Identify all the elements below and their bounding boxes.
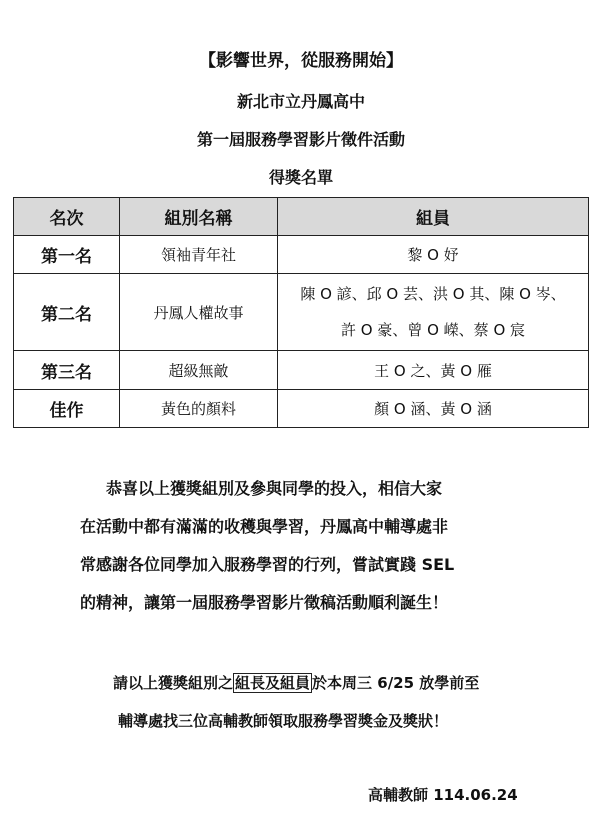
signature-date: 高輔教師 114.06.24 (368, 786, 518, 804)
team-cell: 領袖青年社 (120, 236, 278, 274)
team-cell: 超級無敵 (120, 351, 278, 390)
paragraph-line: 的精神，讓第一屆服務學習影片徵稿活動順利誕生！ (80, 593, 449, 612)
rank-cell: 第三名 (14, 351, 120, 390)
column-header-team: 組別名稱 (120, 198, 278, 236)
table-row (14, 274, 589, 351)
paragraph-line: 恭喜以上獲獎組別及參與同學的投入，相信大家 (106, 479, 443, 498)
table-row (14, 236, 589, 274)
slogan-heading: 【影響世界，從服務開始】 (199, 51, 403, 71)
congratulations-paragraph (80, 470, 530, 622)
paragraph-line: 常感謝各位同學加入服務學習的行列，嘗試實踐 SEL (80, 555, 455, 574)
notice-line-1 (0, 664, 602, 702)
rank-cell: 佳作 (14, 390, 120, 428)
awards-table (13, 197, 589, 428)
members-cell: 黎 O 妤 (278, 236, 589, 274)
column-header-members: 組員 (278, 198, 589, 236)
notice-line-2: 輔導處找三位高輔教師領取服務學習獎金及獎狀！ (118, 712, 449, 730)
table-row (14, 390, 589, 428)
paragraph-line: 在活動中都有滿滿的收穫與學習，丹鳳高中輔導處非 (80, 517, 449, 536)
event-title: 第一屆服務學習影片徵件活動 (196, 130, 405, 149)
rank-cell: 第二名 (14, 274, 120, 351)
members-line: 陳 O 諺、邱 O 芸、洪 O 其、陳 O 岑、 (300, 285, 566, 303)
school-name: 新北市立丹鳳高中 (236, 92, 365, 111)
members-cell (278, 274, 589, 351)
list-title: 得獎名單 (268, 168, 333, 187)
notice-text-before: 請以上獲獎組別之 (113, 674, 234, 692)
table-row (14, 351, 589, 390)
boxed-emphasis: 組長及組員 (235, 674, 311, 692)
members-cell: 王 O 之、黃 O 雁 (278, 351, 589, 390)
award-collection-notice (0, 664, 602, 740)
members-line: 許 O 豪、曾 O 嶸、蔡 O 宸 (340, 321, 526, 339)
column-header-rank: 名次 (14, 198, 120, 236)
notice-text-after: 於本周三 6/25 放學前至 (312, 674, 480, 692)
team-cell: 黃色的顏料 (120, 390, 278, 428)
table-header-row (14, 198, 589, 236)
team-cell: 丹鳳人權故事 (120, 274, 278, 351)
members-cell: 顏 O 涵、黃 O 涵 (278, 390, 589, 428)
rank-cell: 第一名 (14, 236, 120, 274)
